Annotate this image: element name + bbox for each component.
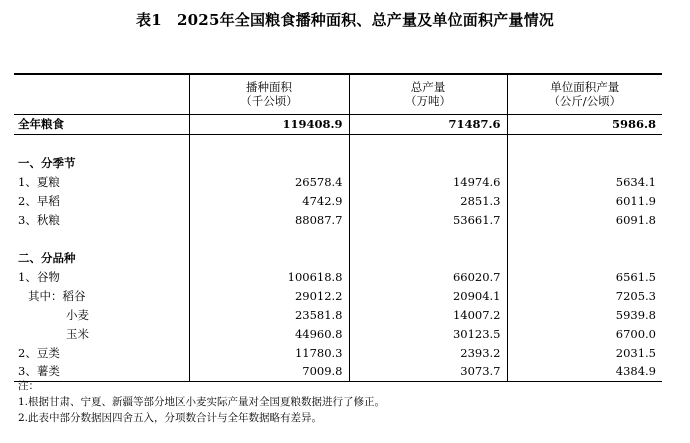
total-output-value: 30123.5 <box>349 324 507 343</box>
row-label: 2、早稻 <box>18 193 60 208</box>
header-item <box>14 74 189 114</box>
sown-area-value: 29012.2 <box>189 286 349 305</box>
table-row <box>14 324 662 343</box>
section-heading-row <box>14 153 662 172</box>
note-item: 1.根据甘肃、宁夏、新疆等部分地区小麦实际产量对全国夏粮数据进行了修正。 <box>18 396 386 408</box>
table-row <box>14 286 662 305</box>
section-heading-row <box>14 248 662 267</box>
row-label: 其中：稻谷 <box>28 288 86 303</box>
total-output-value: 71487.6 <box>349 114 507 134</box>
row-label: 3、薯类 <box>14 362 189 381</box>
sown-area-value: 119408.9 <box>189 114 349 134</box>
yield-value: 5634.1 <box>507 172 662 191</box>
header-total-output-unit: （万吨） <box>405 94 451 109</box>
table-title: 表1 2025年全国粮食播种面积、总产量及单位面积产量情况 <box>136 11 554 29</box>
yield-value: 5986.8 <box>507 114 662 134</box>
notes-heading: 注： <box>18 380 39 392</box>
total-output-value: 20904.1 <box>349 286 507 305</box>
total-output-value: 2851.3 <box>349 191 507 210</box>
yield-value: 7205.3 <box>507 286 662 305</box>
table-row <box>14 191 662 210</box>
total-output-value: 14974.6 <box>349 172 507 191</box>
header-sown-area <box>189 74 349 114</box>
sown-area-value: 88087.7 <box>189 210 349 229</box>
total-output-value: 53661.7 <box>349 210 507 229</box>
row-label: 玉米 <box>66 326 89 341</box>
yield-value: 5939.8 <box>507 305 662 324</box>
table-row <box>14 267 662 286</box>
total-output-value: 66020.7 <box>349 267 507 286</box>
table-notes <box>18 378 678 426</box>
sown-area-value: 7009.8 <box>189 362 349 381</box>
yield-value: 4384.9 <box>507 362 662 381</box>
table-row <box>14 343 662 362</box>
header-sown-area-label: 播种面积 <box>246 80 292 95</box>
sown-area-value: 44960.8 <box>189 324 349 343</box>
header-yield <box>507 74 662 114</box>
spacer-row <box>14 134 662 153</box>
header-row <box>14 74 662 114</box>
row-label: 小麦 <box>66 307 89 322</box>
yield-value: 2031.5 <box>507 343 662 362</box>
table-row <box>14 210 662 229</box>
row-label: 全年粮食 <box>14 114 189 134</box>
total-output-value: 14007.2 <box>349 305 507 324</box>
section-heading: 一、分季节 <box>18 155 76 170</box>
header-total-output <box>349 74 507 114</box>
grain-statistics-table <box>14 73 662 382</box>
row-label: 1、谷物 <box>18 269 60 284</box>
table-row <box>14 172 662 191</box>
total-output-value: 3073.7 <box>349 362 507 381</box>
sown-area-value: 11780.3 <box>189 343 349 362</box>
row-label: 2、豆类 <box>18 345 60 360</box>
spacer-row <box>14 229 662 248</box>
header-sown-area-unit: （千公顷） <box>240 94 298 109</box>
header-yield-unit: （公斤/公顷） <box>548 94 622 109</box>
section-heading: 二、分品种 <box>18 250 76 265</box>
sown-area-value: 26578.4 <box>189 172 349 191</box>
yield-value: 6011.9 <box>507 191 662 210</box>
total-row <box>14 114 662 134</box>
header-total-output-label: 总产量 <box>410 80 446 95</box>
row-label: 3、秋粮 <box>18 212 60 227</box>
yield-value: 6700.0 <box>507 324 662 343</box>
sown-area-value: 4742.9 <box>189 191 349 210</box>
yield-value: 6091.8 <box>507 210 662 229</box>
sown-area-value: 100618.8 <box>189 267 349 286</box>
note-item: 2.此表中部分数据因四舍五入，分项数合计与全年数据略有差异。 <box>18 412 323 424</box>
total-output-value: 2393.2 <box>349 343 507 362</box>
header-yield-label: 单位面积产量 <box>550 80 620 95</box>
table-row <box>14 305 662 324</box>
sown-area-value: 23581.8 <box>189 305 349 324</box>
yield-value: 6561.5 <box>507 267 662 286</box>
row-label: 1、夏粮 <box>18 174 60 189</box>
